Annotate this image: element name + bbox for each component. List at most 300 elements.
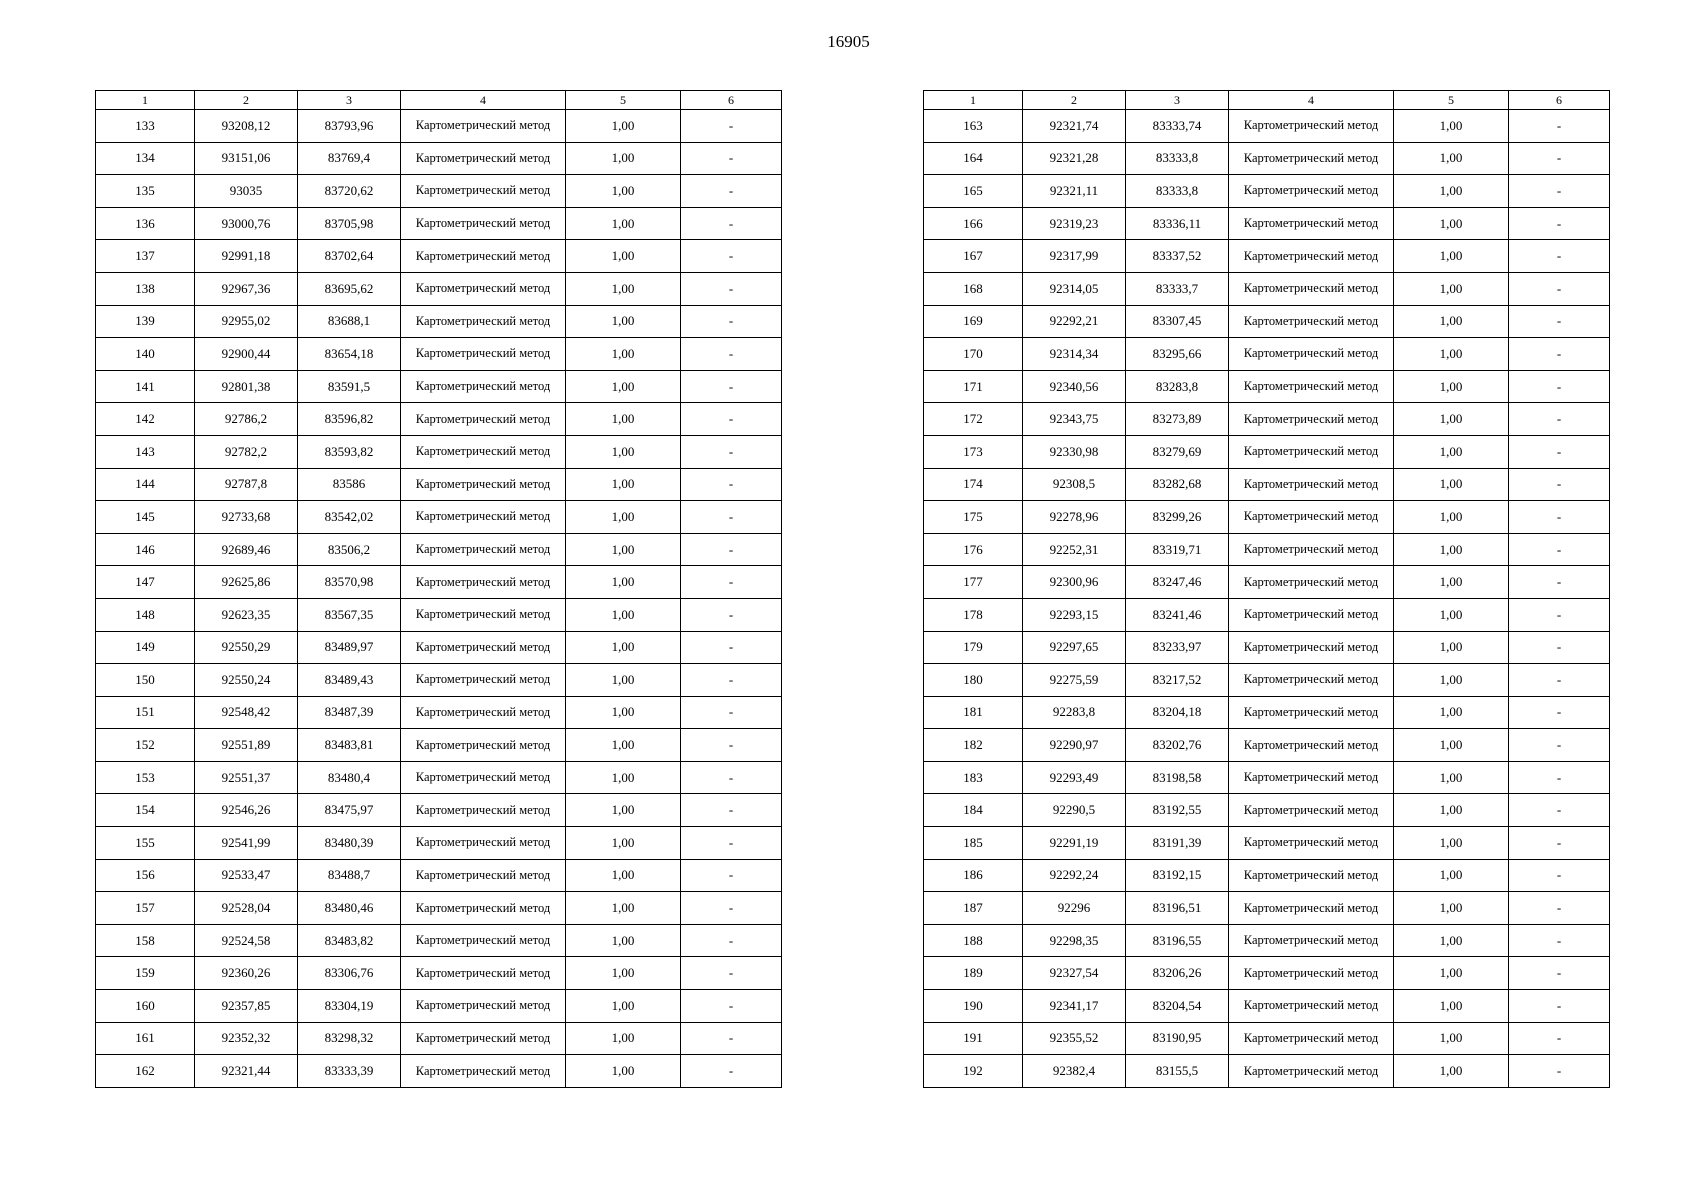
point-number-cell: 137 [96, 240, 195, 273]
table-row [924, 1055, 1610, 1088]
note-cell: - [1509, 859, 1610, 892]
method-cell: Картометрический метод [401, 729, 566, 762]
note-cell: - [1509, 142, 1610, 175]
table-row [924, 892, 1610, 925]
method-cell: Картометрический метод [1229, 338, 1394, 371]
accuracy-cell: 1,00 [1394, 110, 1509, 143]
table-row [924, 533, 1610, 566]
accuracy-cell: 1,00 [566, 598, 681, 631]
accuracy-cell: 1,00 [566, 338, 681, 371]
table-body-left [96, 110, 782, 1088]
table-row [96, 957, 782, 990]
note-cell: - [681, 957, 782, 990]
point-number-cell: 138 [96, 272, 195, 305]
accuracy-cell: 1,00 [1394, 761, 1509, 794]
accuracy-cell: 1,00 [566, 370, 681, 403]
y-coordinate-cell: 83233,97 [1126, 631, 1229, 664]
table-row [924, 142, 1610, 175]
table-row [924, 957, 1610, 990]
point-number-cell: 160 [96, 990, 195, 1023]
x-coordinate-cell: 92357,85 [195, 990, 298, 1023]
accuracy-cell: 1,00 [566, 794, 681, 827]
point-number-cell: 187 [924, 892, 1023, 925]
accuracy-cell: 1,00 [1394, 598, 1509, 631]
method-cell: Картометрический метод [401, 761, 566, 794]
method-cell: Картометрический метод [401, 859, 566, 892]
y-coordinate-cell: 83204,18 [1126, 696, 1229, 729]
method-cell: Картометрический метод [401, 990, 566, 1023]
accuracy-cell: 1,00 [566, 859, 681, 892]
note-cell: - [1509, 272, 1610, 305]
table-row [924, 729, 1610, 762]
column-header: 2 [195, 91, 298, 110]
point-number-cell: 150 [96, 664, 195, 697]
x-coordinate-cell: 92786,2 [195, 403, 298, 436]
y-coordinate-cell: 83591,5 [298, 370, 401, 403]
accuracy-cell: 1,00 [1394, 794, 1509, 827]
y-coordinate-cell: 83204,54 [1126, 990, 1229, 1023]
method-cell: Картометрический метод [1229, 501, 1394, 534]
table-row [96, 1022, 782, 1055]
y-coordinate-cell: 83570,98 [298, 566, 401, 599]
table-row [924, 501, 1610, 534]
method-cell: Картометрический метод [401, 1055, 566, 1088]
accuracy-cell: 1,00 [566, 1055, 681, 1088]
accuracy-cell: 1,00 [1394, 892, 1509, 925]
accuracy-cell: 1,00 [566, 761, 681, 794]
method-cell: Картометрический метод [401, 175, 566, 208]
point-number-cell: 159 [96, 957, 195, 990]
method-cell: Картометрический метод [401, 370, 566, 403]
point-number-cell: 164 [924, 142, 1023, 175]
x-coordinate-cell: 92355,52 [1023, 1022, 1126, 1055]
note-cell: - [1509, 957, 1610, 990]
accuracy-cell: 1,00 [1394, 142, 1509, 175]
method-cell: Картометрический метод [1229, 207, 1394, 240]
point-number-cell: 184 [924, 794, 1023, 827]
table-row [924, 761, 1610, 794]
method-cell: Картометрический метод [1229, 403, 1394, 436]
point-number-cell: 133 [96, 110, 195, 143]
y-coordinate-cell: 83480,39 [298, 827, 401, 860]
note-cell: - [681, 207, 782, 240]
method-cell: Картометрический метод [401, 305, 566, 338]
point-number-cell: 158 [96, 924, 195, 957]
accuracy-cell: 1,00 [1394, 664, 1509, 697]
column-header: 1 [924, 91, 1023, 110]
table-row [96, 892, 782, 925]
point-number-cell: 146 [96, 533, 195, 566]
accuracy-cell: 1,00 [1394, 468, 1509, 501]
x-coordinate-cell: 92528,04 [195, 892, 298, 925]
accuracy-cell: 1,00 [566, 729, 681, 762]
point-number-cell: 143 [96, 435, 195, 468]
y-coordinate-cell: 83196,55 [1126, 924, 1229, 957]
point-number-cell: 140 [96, 338, 195, 371]
y-coordinate-cell: 83333,7 [1126, 272, 1229, 305]
accuracy-cell: 1,00 [1394, 566, 1509, 599]
table-row [924, 305, 1610, 338]
note-cell: - [1509, 175, 1610, 208]
point-number-cell: 156 [96, 859, 195, 892]
method-cell: Картометрический метод [1229, 1022, 1394, 1055]
x-coordinate-cell: 92787,8 [195, 468, 298, 501]
table-row [924, 370, 1610, 403]
note-cell: - [1509, 110, 1610, 143]
note-cell: - [681, 696, 782, 729]
point-number-cell: 144 [96, 468, 195, 501]
method-cell: Картометрический метод [1229, 631, 1394, 664]
note-cell: - [681, 794, 782, 827]
x-coordinate-cell: 92991,18 [195, 240, 298, 273]
table-row [96, 761, 782, 794]
note-cell: - [681, 990, 782, 1023]
note-cell: - [1509, 370, 1610, 403]
note-cell: - [681, 110, 782, 143]
table-row [96, 370, 782, 403]
point-number-cell: 155 [96, 827, 195, 860]
x-coordinate-cell: 92360,26 [195, 957, 298, 990]
accuracy-cell: 1,00 [1394, 957, 1509, 990]
point-number-cell: 145 [96, 501, 195, 534]
accuracy-cell: 1,00 [1394, 403, 1509, 436]
note-cell: - [681, 468, 782, 501]
y-coordinate-cell: 83480,4 [298, 761, 401, 794]
method-cell: Картометрический метод [401, 533, 566, 566]
x-coordinate-cell: 92352,32 [195, 1022, 298, 1055]
note-cell: - [681, 175, 782, 208]
x-coordinate-cell: 92321,74 [1023, 110, 1126, 143]
table-row [96, 924, 782, 957]
accuracy-cell: 1,00 [1394, 305, 1509, 338]
note-cell: - [681, 729, 782, 762]
y-coordinate-cell: 83489,97 [298, 631, 401, 664]
note-cell: - [1509, 664, 1610, 697]
x-coordinate-cell: 92689,46 [195, 533, 298, 566]
table-row [96, 859, 782, 892]
table-row [96, 794, 782, 827]
x-coordinate-cell: 92524,58 [195, 924, 298, 957]
method-cell: Картометрический метод [1229, 827, 1394, 860]
note-cell: - [1509, 729, 1610, 762]
accuracy-cell: 1,00 [1394, 1022, 1509, 1055]
table-row [924, 468, 1610, 501]
method-cell: Картометрический метод [401, 1022, 566, 1055]
method-cell: Картометрический метод [1229, 175, 1394, 208]
x-coordinate-cell: 92955,02 [195, 305, 298, 338]
accuracy-cell: 1,00 [566, 468, 681, 501]
method-cell: Картометрический метод [401, 272, 566, 305]
table-row [924, 631, 1610, 664]
method-cell: Картометрический метод [1229, 924, 1394, 957]
point-number-cell: 157 [96, 892, 195, 925]
column-header: 3 [298, 91, 401, 110]
x-coordinate-cell: 92900,44 [195, 338, 298, 371]
accuracy-cell: 1,00 [1394, 175, 1509, 208]
x-coordinate-cell: 92293,49 [1023, 761, 1126, 794]
table-row [924, 598, 1610, 631]
note-cell: - [681, 827, 782, 860]
point-number-cell: 175 [924, 501, 1023, 534]
x-coordinate-cell: 92283,8 [1023, 696, 1126, 729]
column-header: 1 [96, 91, 195, 110]
x-coordinate-cell: 92314,05 [1023, 272, 1126, 305]
note-cell: - [681, 240, 782, 273]
method-cell: Картометрический метод [1229, 598, 1394, 631]
x-coordinate-cell: 92290,97 [1023, 729, 1126, 762]
y-coordinate-cell: 83273,89 [1126, 403, 1229, 436]
point-number-cell: 162 [96, 1055, 195, 1088]
y-coordinate-cell: 83192,15 [1126, 859, 1229, 892]
table-row [96, 566, 782, 599]
point-number-cell: 183 [924, 761, 1023, 794]
point-number-cell: 135 [96, 175, 195, 208]
table-row [96, 110, 782, 143]
y-coordinate-cell: 83475,97 [298, 794, 401, 827]
column-header: 6 [1509, 91, 1610, 110]
method-cell: Картометрический метод [401, 207, 566, 240]
point-number-cell: 134 [96, 142, 195, 175]
y-coordinate-cell: 83298,32 [298, 1022, 401, 1055]
table-row [96, 240, 782, 273]
column-header: 5 [566, 91, 681, 110]
note-cell: - [1509, 598, 1610, 631]
table-row [924, 696, 1610, 729]
point-number-cell: 174 [924, 468, 1023, 501]
y-coordinate-cell: 83654,18 [298, 338, 401, 371]
method-cell: Картометрический метод [401, 566, 566, 599]
y-coordinate-cell: 83483,81 [298, 729, 401, 762]
y-coordinate-cell: 83319,71 [1126, 533, 1229, 566]
method-cell: Картометрический метод [1229, 240, 1394, 273]
y-coordinate-cell: 83198,58 [1126, 761, 1229, 794]
y-coordinate-cell: 83190,95 [1126, 1022, 1229, 1055]
x-coordinate-cell: 92319,23 [1023, 207, 1126, 240]
y-coordinate-cell: 83336,11 [1126, 207, 1229, 240]
note-cell: - [681, 272, 782, 305]
x-coordinate-cell: 92548,42 [195, 696, 298, 729]
point-number-cell: 147 [96, 566, 195, 599]
note-cell: - [1509, 533, 1610, 566]
point-number-cell: 182 [924, 729, 1023, 762]
y-coordinate-cell: 83295,66 [1126, 338, 1229, 371]
x-coordinate-cell: 92546,26 [195, 794, 298, 827]
method-cell: Картометрический метод [1229, 794, 1394, 827]
point-number-cell: 152 [96, 729, 195, 762]
x-coordinate-cell: 92550,24 [195, 664, 298, 697]
y-coordinate-cell: 83307,45 [1126, 305, 1229, 338]
accuracy-cell: 1,00 [1394, 696, 1509, 729]
accuracy-cell: 1,00 [566, 142, 681, 175]
x-coordinate-cell: 92550,29 [195, 631, 298, 664]
x-coordinate-cell: 92340,56 [1023, 370, 1126, 403]
point-number-cell: 148 [96, 598, 195, 631]
x-coordinate-cell: 92541,99 [195, 827, 298, 860]
note-cell: - [1509, 468, 1610, 501]
x-coordinate-cell: 92297,65 [1023, 631, 1126, 664]
note-cell: - [681, 305, 782, 338]
table-row [96, 501, 782, 534]
point-number-cell: 166 [924, 207, 1023, 240]
x-coordinate-cell: 92292,24 [1023, 859, 1126, 892]
y-coordinate-cell: 83241,46 [1126, 598, 1229, 631]
x-coordinate-cell: 93151,06 [195, 142, 298, 175]
point-number-cell: 169 [924, 305, 1023, 338]
table-row [924, 924, 1610, 957]
method-cell: Картометрический метод [401, 338, 566, 371]
column-header: 4 [1229, 91, 1394, 110]
point-number-cell: 192 [924, 1055, 1023, 1088]
y-coordinate-cell: 83202,76 [1126, 729, 1229, 762]
y-coordinate-cell: 83488,7 [298, 859, 401, 892]
x-coordinate-cell: 92290,5 [1023, 794, 1126, 827]
point-number-cell: 154 [96, 794, 195, 827]
x-coordinate-cell: 92321,28 [1023, 142, 1126, 175]
note-cell: - [1509, 924, 1610, 957]
y-coordinate-cell: 83304,19 [298, 990, 401, 1023]
method-cell: Картометрический метод [401, 631, 566, 664]
x-coordinate-cell: 92341,17 [1023, 990, 1126, 1023]
x-coordinate-cell: 92300,96 [1023, 566, 1126, 599]
note-cell: - [681, 370, 782, 403]
point-number-cell: 149 [96, 631, 195, 664]
x-coordinate-cell: 92533,47 [195, 859, 298, 892]
note-cell: - [1509, 696, 1610, 729]
accuracy-cell: 1,00 [1394, 631, 1509, 664]
method-cell: Картометрический метод [1229, 435, 1394, 468]
x-coordinate-cell: 92298,35 [1023, 924, 1126, 957]
table-row [924, 990, 1610, 1023]
table-row [96, 696, 782, 729]
accuracy-cell: 1,00 [1394, 990, 1509, 1023]
column-header: 6 [681, 91, 782, 110]
accuracy-cell: 1,00 [566, 631, 681, 664]
y-coordinate-cell: 83480,46 [298, 892, 401, 925]
point-number-cell: 167 [924, 240, 1023, 273]
method-cell: Картометрический метод [1229, 990, 1394, 1023]
method-cell: Картометрический метод [1229, 566, 1394, 599]
x-coordinate-cell: 93000,76 [195, 207, 298, 240]
method-cell: Картометрический метод [1229, 761, 1394, 794]
point-number-cell: 173 [924, 435, 1023, 468]
x-coordinate-cell: 92551,89 [195, 729, 298, 762]
note-cell: - [1509, 761, 1610, 794]
accuracy-cell: 1,00 [566, 827, 681, 860]
method-cell: Картометрический метод [401, 892, 566, 925]
note-cell: - [1509, 1022, 1610, 1055]
accuracy-cell: 1,00 [566, 664, 681, 697]
y-coordinate-cell: 83155,5 [1126, 1055, 1229, 1088]
point-number-cell: 139 [96, 305, 195, 338]
method-cell: Картометрический метод [1229, 892, 1394, 925]
table-row [96, 631, 782, 664]
y-coordinate-cell: 83282,68 [1126, 468, 1229, 501]
x-coordinate-cell: 92801,38 [195, 370, 298, 403]
point-number-cell: 177 [924, 566, 1023, 599]
accuracy-cell: 1,00 [566, 272, 681, 305]
y-coordinate-cell: 83191,39 [1126, 827, 1229, 860]
method-cell: Картометрический метод [1229, 859, 1394, 892]
table-row [924, 110, 1610, 143]
accuracy-cell: 1,00 [566, 1022, 681, 1055]
accuracy-cell: 1,00 [1394, 827, 1509, 860]
y-coordinate-cell: 83333,74 [1126, 110, 1229, 143]
point-number-cell: 185 [924, 827, 1023, 860]
note-cell: - [1509, 501, 1610, 534]
x-coordinate-cell: 92551,37 [195, 761, 298, 794]
accuracy-cell: 1,00 [566, 533, 681, 566]
note-cell: - [1509, 827, 1610, 860]
x-coordinate-cell: 92625,86 [195, 566, 298, 599]
accuracy-cell: 1,00 [1394, 924, 1509, 957]
accuracy-cell: 1,00 [1394, 435, 1509, 468]
point-number-cell: 171 [924, 370, 1023, 403]
method-cell: Картометрический метод [1229, 1055, 1394, 1088]
y-coordinate-cell: 83688,1 [298, 305, 401, 338]
note-cell: - [681, 892, 782, 925]
y-coordinate-cell: 83769,4 [298, 142, 401, 175]
x-coordinate-cell: 92321,11 [1023, 175, 1126, 208]
column-header: 5 [1394, 91, 1509, 110]
method-cell: Картометрический метод [1229, 110, 1394, 143]
y-coordinate-cell: 83283,8 [1126, 370, 1229, 403]
table-row [96, 403, 782, 436]
accuracy-cell: 1,00 [1394, 1055, 1509, 1088]
x-coordinate-cell: 92275,59 [1023, 664, 1126, 697]
note-cell: - [681, 598, 782, 631]
y-coordinate-cell: 83695,62 [298, 272, 401, 305]
accuracy-cell: 1,00 [1394, 370, 1509, 403]
note-cell: - [1509, 1055, 1610, 1088]
note-cell: - [1509, 794, 1610, 827]
point-number-cell: 172 [924, 403, 1023, 436]
table-row [96, 827, 782, 860]
table-row [924, 566, 1610, 599]
accuracy-cell: 1,00 [566, 305, 681, 338]
table-row [924, 175, 1610, 208]
method-cell: Картометрический метод [401, 924, 566, 957]
method-cell: Картометрический метод [401, 827, 566, 860]
point-number-cell: 189 [924, 957, 1023, 990]
x-coordinate-cell: 92252,31 [1023, 533, 1126, 566]
y-coordinate-cell: 83206,26 [1126, 957, 1229, 990]
note-cell: - [1509, 207, 1610, 240]
x-coordinate-cell: 92327,54 [1023, 957, 1126, 990]
page-number: 16905 [827, 32, 870, 51]
accuracy-cell: 1,00 [566, 990, 681, 1023]
point-number-cell: 178 [924, 598, 1023, 631]
point-number-cell: 170 [924, 338, 1023, 371]
accuracy-cell: 1,00 [566, 403, 681, 436]
table-row [924, 664, 1610, 697]
table-row [924, 1022, 1610, 1055]
x-coordinate-cell: 92317,99 [1023, 240, 1126, 273]
x-coordinate-cell: 92291,19 [1023, 827, 1126, 860]
accuracy-cell: 1,00 [1394, 240, 1509, 273]
note-cell: - [681, 435, 782, 468]
table-row [96, 435, 782, 468]
column-header: 4 [401, 91, 566, 110]
y-coordinate-cell: 83196,51 [1126, 892, 1229, 925]
method-cell: Картометрический метод [1229, 533, 1394, 566]
y-coordinate-cell: 83586 [298, 468, 401, 501]
method-cell: Картометрический метод [401, 598, 566, 631]
coordinates-table-left [95, 90, 782, 1088]
table-row [96, 1055, 782, 1088]
table-header-row [924, 91, 1610, 110]
y-coordinate-cell: 83306,76 [298, 957, 401, 990]
table-row [924, 240, 1610, 273]
